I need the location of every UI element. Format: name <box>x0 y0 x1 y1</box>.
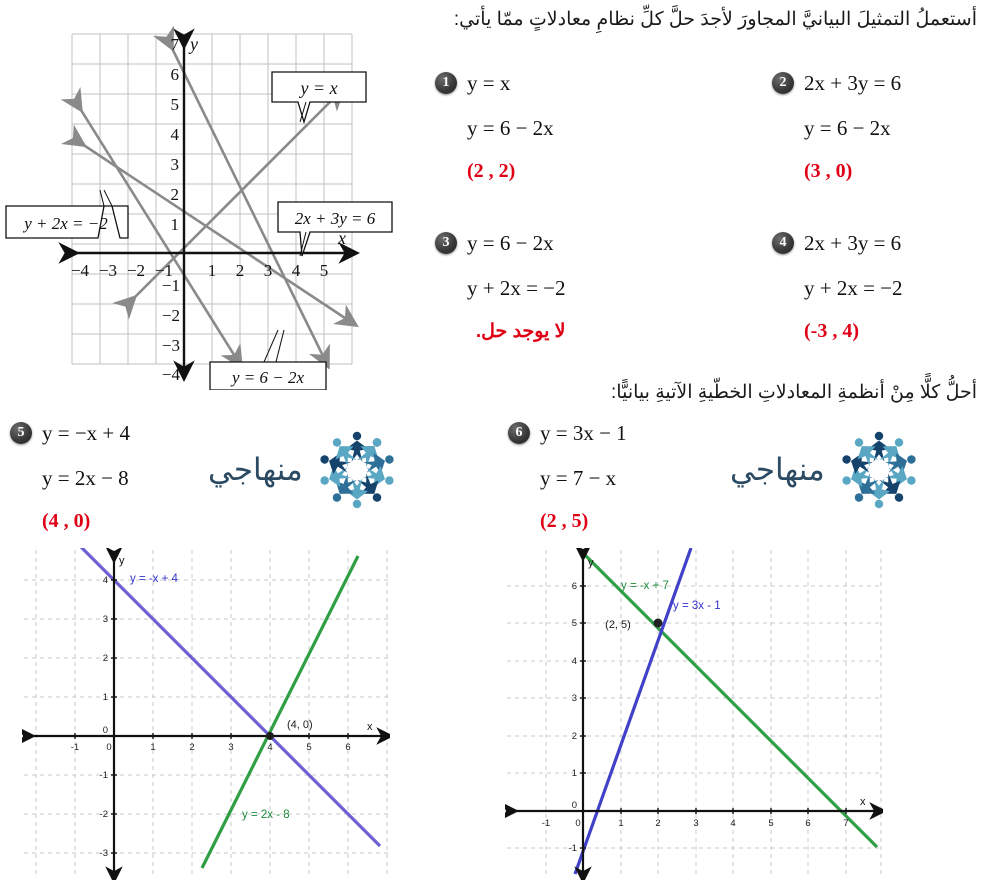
graph-6-svg <box>505 548 883 880</box>
svg-text:2: 2 <box>189 742 195 753</box>
svg-text:-2: -2 <box>99 809 108 820</box>
svg-text:2: 2 <box>571 731 577 742</box>
svg-text:2: 2 <box>170 185 179 204</box>
manhaji-logo-text: منهاجي <box>730 452 825 487</box>
svg-text:6: 6 <box>805 818 811 829</box>
intersection-annotation: (2, 5) <box>605 619 631 631</box>
svg-text:-1: -1 <box>568 843 577 854</box>
problem-number-badge: 5 <box>10 422 32 444</box>
svg-text:y + 2x = −2: y + 2x = −2 <box>24 214 108 233</box>
line-y-equals-3x-minus-1 <box>575 548 691 874</box>
svg-text:0: 0 <box>571 800 577 811</box>
svg-text:-1: -1 <box>99 770 108 781</box>
manhaji-logo <box>208 424 403 516</box>
answer: (3 , 0) <box>804 160 853 183</box>
manhaji-logo-text: منهاجي <box>208 452 303 487</box>
x-tick-labels <box>71 261 328 280</box>
series-label-blue: y = -x + 4 <box>130 573 178 585</box>
svg-text:3: 3 <box>102 614 108 625</box>
svg-text:−2: −2 <box>126 261 146 280</box>
svg-text:2: 2 <box>655 818 661 829</box>
problem-2 <box>772 72 901 183</box>
answer: (2 , 2) <box>467 160 516 183</box>
tick-marks <box>75 580 351 853</box>
svg-text:y = x: y = x <box>300 78 338 98</box>
svg-text:1: 1 <box>150 742 156 753</box>
y-axis-label: y <box>588 557 594 569</box>
x-tick-labels <box>71 742 351 753</box>
y-axis-label: y <box>119 555 125 567</box>
problem-5 <box>10 422 130 533</box>
svg-text:0: 0 <box>102 725 108 736</box>
svg-text:1: 1 <box>170 215 179 234</box>
svg-text:0: 0 <box>575 818 581 829</box>
intersection-annotation: (4, 0) <box>287 719 313 731</box>
x-axis-label: x <box>860 796 866 808</box>
svg-text:3: 3 <box>571 693 577 704</box>
svg-text:−1: −1 <box>154 261 174 280</box>
svg-text:7: 7 <box>170 35 179 54</box>
intersection-point <box>654 619 663 628</box>
svg-text:2: 2 <box>235 261 245 280</box>
svg-text:4: 4 <box>170 125 179 144</box>
main-graph-figure <box>0 10 400 390</box>
instruction-top: أستعملُ التمثيلَ البيانيَّ المجاورَ لأجدَ حلَّ كلِّ نظامِ معادلاتٍ ممّا يأتي: <box>453 9 977 30</box>
callout-2x-plus-3y-equals-6 <box>278 202 392 256</box>
equation-2: y = 2x − 8 <box>42 466 129 491</box>
equation-1: y = 3x − 1 <box>540 421 627 445</box>
svg-text:y = 6 − 2x: y = 6 − 2x <box>231 368 305 387</box>
svg-text:4: 4 <box>291 261 301 280</box>
problem-number-badge: 2 <box>772 72 794 94</box>
svg-text:3: 3 <box>228 742 234 753</box>
main-graph-svg <box>0 10 400 390</box>
svg-text:4: 4 <box>267 742 273 753</box>
svg-text:0: 0 <box>106 742 112 753</box>
series-label-blue: y = 3x - 1 <box>673 600 721 612</box>
problem-number-badge: 4 <box>772 232 794 254</box>
svg-text:−4: −4 <box>161 365 180 384</box>
svg-text:-1: -1 <box>541 818 551 829</box>
y-tick-labels <box>100 575 108 859</box>
instruction-middle: أحلُّ كلًّا مِنْ أنظمةِ المعادلاتِ الخطّيةِ الآتيةِ بيانيًّا: <box>611 382 977 403</box>
svg-text:1: 1 <box>618 818 624 829</box>
svg-text:5: 5 <box>571 618 577 629</box>
svg-text:-3: -3 <box>99 848 108 859</box>
equation-2: y = 7 − x <box>540 466 617 491</box>
svg-text:3: 3 <box>170 155 179 174</box>
svg-text:1: 1 <box>571 768 577 779</box>
svg-text:6: 6 <box>345 742 351 753</box>
equation-2: y = 6 − 2x <box>467 116 554 141</box>
manhaji-circle-of-people-icon <box>833 424 925 516</box>
line-y-equals-2x-minus-8 <box>202 556 358 868</box>
y-tick-labels <box>162 35 181 384</box>
equation-1: 2x + 3y = 6 <box>804 71 902 95</box>
x-tick-labels <box>542 818 849 829</box>
svg-text:1: 1 <box>207 261 217 280</box>
svg-text:6: 6 <box>571 581 577 592</box>
svg-text:6: 6 <box>170 65 179 84</box>
equation-2: y = 6 − 2x <box>804 116 891 141</box>
equation-1: y = 6 − 2x <box>467 231 554 255</box>
equation-2: y + 2x = −2 <box>467 276 566 301</box>
graph-5-figure <box>22 548 390 880</box>
svg-text:3: 3 <box>693 818 699 829</box>
svg-text:7: 7 <box>843 818 849 829</box>
answer: لا يوجد حل. <box>475 321 566 343</box>
problem-number-badge: 6 <box>508 422 530 444</box>
svg-text:4: 4 <box>102 575 108 586</box>
manhaji-logo <box>730 424 925 516</box>
svg-text:5: 5 <box>319 261 329 280</box>
problem-number-badge: 1 <box>435 72 457 94</box>
problem-6 <box>508 422 627 533</box>
grid-lines <box>24 550 388 878</box>
svg-text:5: 5 <box>170 95 179 114</box>
problem-1 <box>435 72 554 183</box>
problem-4 <box>772 232 903 343</box>
graph-5-svg <box>22 548 390 880</box>
svg-text:4: 4 <box>730 818 736 829</box>
graph-6-figure <box>505 548 883 880</box>
y-axis-label: y <box>190 34 198 54</box>
svg-text:−1: −1 <box>161 276 180 295</box>
y-tick-labels <box>569 581 577 854</box>
answer: (2 , 5) <box>540 510 589 533</box>
x-axis-label: x <box>367 721 373 733</box>
series-label-green: y = -x + 7 <box>621 580 669 592</box>
svg-text:−4: −4 <box>70 261 90 280</box>
svg-text:−3: −3 <box>98 261 118 280</box>
svg-text:2x + 3y = 6: 2x + 3y = 6 <box>294 209 376 228</box>
answer: (-3 , 4) <box>804 320 859 343</box>
svg-text:5: 5 <box>306 742 312 753</box>
svg-text:4: 4 <box>571 656 577 667</box>
svg-text:2: 2 <box>102 653 108 664</box>
equation-1: y = x <box>467 71 511 95</box>
svg-text:5: 5 <box>768 818 774 829</box>
svg-text:3: 3 <box>263 261 273 280</box>
equation-2: y + 2x = −2 <box>804 276 903 301</box>
svg-text:-1: -1 <box>70 742 80 753</box>
problem-number-badge: 3 <box>435 232 457 254</box>
problem-3 <box>435 232 566 343</box>
equation-1: 2x + 3y = 6 <box>804 231 902 255</box>
equation-1: y = −x + 4 <box>42 421 131 445</box>
svg-text:−3: −3 <box>161 336 180 355</box>
svg-text:1: 1 <box>102 692 108 703</box>
answer: (4 , 0) <box>42 510 91 533</box>
manhaji-circle-of-people-icon <box>311 424 403 516</box>
svg-text:−2: −2 <box>161 306 180 325</box>
x-axis-label: x <box>338 228 346 248</box>
series-label-green: y = 2x - 8 <box>242 809 290 821</box>
